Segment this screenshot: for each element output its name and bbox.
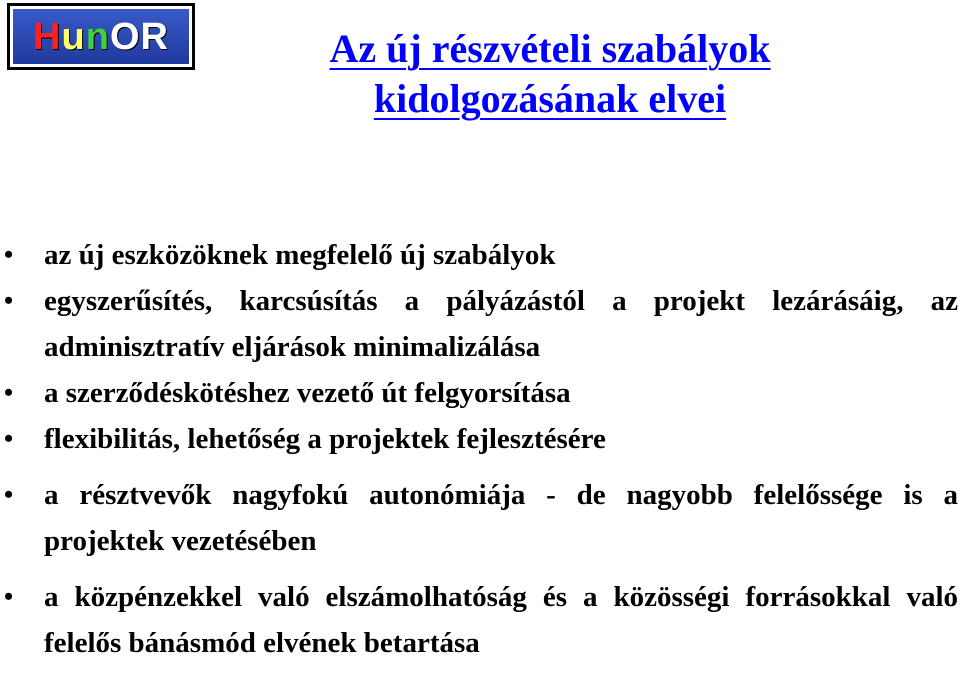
slide-title-line-2: kidolgozásának elvei [373,76,727,121]
logo-letter: n [85,15,110,58]
hunor-logo-text [13,9,189,64]
logo-letter: R [140,15,169,58]
logo-letter: O [109,15,141,58]
bullet-item: • a szerződéskötéshez vezető út felgyorsítása [44,370,958,416]
logo-letter: u [61,15,86,58]
bullet-item: • flexibilitás, lehetőség a projektek fejlesztésére [44,416,958,462]
slide-title [200,24,900,124]
bullet-item: • egyszerűsítés, karcsúsítás a pályázástól a projekt lezárásáig, az adminisztratív eljárások minimalizálása [44,278,958,370]
slide-title-line-1: Az új részvételi szabályok [329,26,771,71]
hunor-logo [7,3,195,70]
logo-letter: H [33,15,62,58]
bullet-item: • az új eszközöknek megfelelő új szabályok [44,232,958,278]
bullet-list [0,232,960,666]
bullet-item: • a résztvevők nagyfokú autonómiája - de nagyobb felelőssége is a projektek vezetésében [44,472,958,564]
bullet-item: • a közpénzekkel való elszámolhatóság és a közösségi forrásokkal való felelős bánásmód elvének betartása [44,574,958,666]
